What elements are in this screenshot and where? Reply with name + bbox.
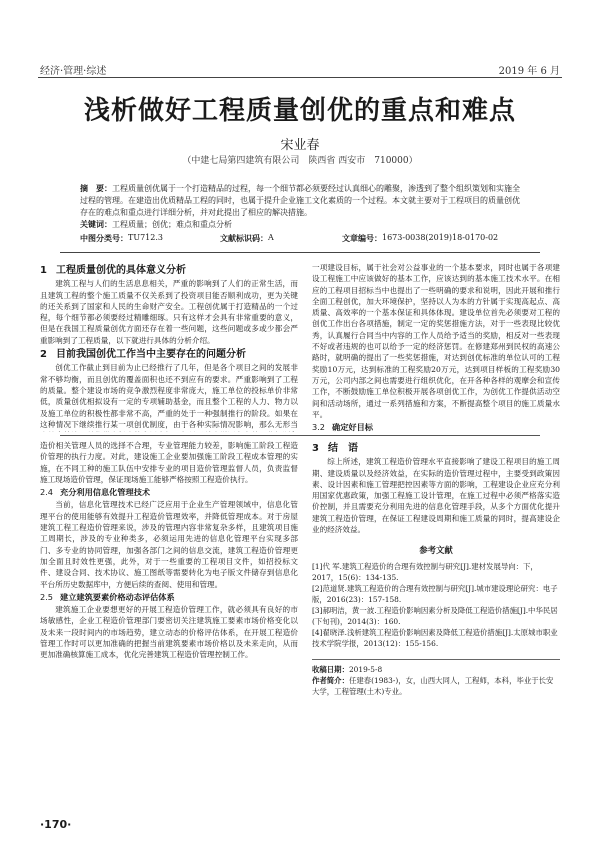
paragraph: 综上所述，建筑工程造价管理水平直接影响了建设工程项目的施工周期、建设质量以及经济效益，在实际的造价管理过程中，主要受到政策因素、设计因素和施工管理把控因素等方面的影响，工程建设企业应充分利用国家优惠政策，加强工程施工设计管理，在施工过程中必须严格落实造价控制，并且需要充分利用先进的信息化管理手段，从多个方面优化提升建筑工程造价管理，在保证工程建设周期和施工质量的同时，提高建设企业的经济效益。 <box>312 457 560 535</box>
keywords-label: 关键词： <box>80 220 112 229</box>
subsection-heading: 3.2 确定好目标 <box>312 422 373 432</box>
author-bio: 作者简介：任建春(1983-)，女，山西大同人，工程师，本科，毕业于长安大学，工程管理(土木)专业。 <box>312 675 554 696</box>
paragraph: 创优工作截止到目前为止已经推行了几年，但是各个项目之间的发展非常不够均衡，而且创优的覆盖面积也还不到应有的要求。严重影响到了工程的质量。整个建设市场的竞争激烈程度非常庞大，施工单位的投标单价非常低，质量创优相拟设有一定的专项辅助基金，而且整个工程的人力、物力以及施工单位的积极性都非常不高，严重的处于一种强制推行的阶段。如果在这种情况下继续推行某一项创优制度，由于各种实际情况影响，那么无形当 <box>40 363 298 429</box>
abstract <box>80 183 520 219</box>
subsection-heading: 2.4 充分利用信息化管理技术 <box>40 487 151 498</box>
paragraph: 当前，信息化管理技术已经广泛应用于企业生产管理领域中，信息化管理平台的使用能够有效提升工程造价管理效率，并降低管理成本。对于房屋建筑工程工程造价管理来说，涉及的管理内容非常复杂多样，且建筑项目施工周期长，涉及的专业种类多，必须运用先进的信息化管理平台实现多部门、多专业的协同管理，加强各部门之间的信息交流，建筑工程造价管理更加全面且时效性更强，此外，对于一些重要的工程项目文件，如招投标文件、建设合同、技术协议、施工图纸等需要转化为电子版文件储存到信息化平台所历史数据库中，方便后续的查阅、使用和管理。 <box>40 500 298 589</box>
author: 宋业春 <box>280 138 320 153</box>
page-number: ·170· <box>40 818 72 831</box>
keywords <box>80 219 520 230</box>
column-lower-left <box>40 440 298 800</box>
section-heading: 2 目前我国创优工作当中主要存在的问题分析 <box>40 349 246 361</box>
reference-item: [4]翟晓泽.浅析建筑工程造价影响因素及降低工程造价措施[J].太原城市职业技术学院学报，2013(12)：155-156. <box>312 627 558 648</box>
reference-item: [3]郝明洁，黄一波.工程造价影响因素分析及降低工程造价措施[J].中华民居(下旬刊)，2014(3)：160. <box>312 605 558 626</box>
journal-section: 经济·管理·综述 <box>40 66 107 77</box>
affiliation: （中建七局第四建筑有限公司 陕西省 西安市 710000） <box>182 156 418 166</box>
references-title: 参考文献 <box>419 545 453 556</box>
paragraph: 一项建设目标，属于社会对公益事业的一个基本要求，同时也属于各项建设工程施工中应该做好的基本工作，应该达到的基本施工技术水平。在相应的工程项目招标当中也提出了一些明确的要求和说明，因此开展和推行全面工程创优，加大环境保护，坚持以人为本的方针属于实现高起点、高质量、高效率的一个基本保证和具体体现。建设单位首先必须要对工程的创优工作出台各项措施，制定一定的奖惩措施方法，对于一些表现比较优秀，认真履行合同当中内容的工作人员给予适当的奖励，相反对一些表现不好或者违规的也可以给予一定的经济惩罚。在修建郑州到民权的高速公路时，就明确的提出了一些奖惩措施，对达到创优标准的单位认可的工程奖励10万元，达到标准的工程奖励20万元，达到项目样板的工程奖励30万元，公司内部之间也需要进行组织优化，在开各种各样的观摩会和宣传工作，不断鼓励施工单位积极开展各项创优工作，为创优工作提供活动空间和活动场所，通过一系列措施和方案，不断提高整个项目的施工质量水平。 <box>312 263 560 419</box>
doc-label: 文献标识码： <box>220 234 268 243</box>
section-heading: 3 结 语 <box>312 443 358 454</box>
column-upper-right <box>312 262 560 432</box>
article-number-value: 1673-0038(2019)18-0170-02 <box>382 233 499 242</box>
section-divider <box>60 435 540 436</box>
article-number-label: 文章编号： <box>342 234 382 243</box>
clc-value: TU712.3 <box>128 233 163 242</box>
section-heading: 1 工程质量创优的具体意义分析 <box>40 265 186 276</box>
clc-label: 中图分类号： <box>80 234 128 243</box>
abstract-text: 工程质量创优属于一个打造精品的过程，每一个细节都必须要经过认真细心的雕聚，渗透到了整个组织策划和实施全过程的管理。在建造出优质精品工程的同时，也属于提升企业施工文化素质的一个过程。本文就主要对于工程项目的质量创优存在的难点和重点进行详细分析，并对此提出了相应的解决措施。 <box>80 184 520 217</box>
received-date: 收稿日期：2019-5-8 <box>312 664 383 674</box>
subsection-heading: 2.5 建立建筑要素价格动态评估体系 <box>40 591 175 602</box>
column-lower-right <box>312 440 560 810</box>
abstract-label: 摘 要： <box>80 184 112 193</box>
paragraph: 建筑工程与人们的生活息息相关，严重的影响到了人们的正常生活，而且建筑工程的整个施工质量不仅关系到了投资项目能否顺利成功，更为关键的还关系到了国家和人民的生命财产安全。工程创优属于打造精品的一个过程，每个细节都必须要经过精雕细琢。只有这样才会具有非常重要的意义，但是在我国工程质量创优方面还存在着一些问题，这些问题或多或少都会严重影响到了工程质量，以下就进行具体的分析介绍。 <box>40 279 298 345</box>
doc-value: A <box>268 233 274 242</box>
paragraph: 造价相关管理人员的选择不合理，专业管理能力较差，影响施工阶段工程造价管理的执行力度。对此，建设施工企业要加强施工阶段工程成本管理的实施，在不同工种的施工队伍中安排专业的项目造价管理监督人员，负责监督施工现场造价管理，保证现场施工能够严格按照工程造价执行。 <box>40 441 298 484</box>
footnote-rule <box>312 659 560 660</box>
reference-item: [2]范道贤.建筑工程造价的合理有效控制与研究[J].城市建设理论研究：电子版，2016(23)：157-158. <box>312 583 558 604</box>
reference-item: [1]代 军.建筑工程造价的合理有效控制与研究[J].建材发展导向：下，2017，15(6)：134-135. <box>312 561 538 582</box>
paragraph: 建筑施工企业要想更好的开展工程造价管理工作，就必须具有良好的市场敏感性，企业工程造价管理部门要密切关注建筑施工要素市场价格变化以及未来一段时间内的市场趋势，建立动态的价格评估体系，在开展工程造价管理工作时可以更加准确的把握当前建筑要素市场价格以及未来走向，从而更加准确核算施工成本，优化完善建筑工程造价管理控制工作。 <box>40 605 298 660</box>
keywords-text: 工程质量；创优；难点和重点分析 <box>112 220 232 229</box>
article-title: 浅析做好工程质量创优的重点和难点 <box>83 96 516 126</box>
column-upper-left <box>40 262 298 432</box>
header-rule <box>38 77 562 78</box>
abstract-rule <box>60 252 540 253</box>
issue-date: 2019 年 6 月 <box>498 66 560 77</box>
